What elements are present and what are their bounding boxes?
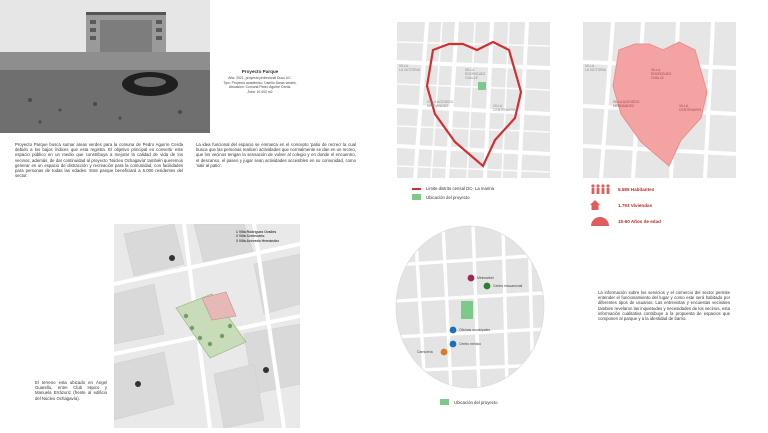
- project-title: Proyecto Parque: [241, 69, 279, 74]
- stat-inhabitants-label: 5.585 Habitantes: [618, 186, 655, 192]
- stat-ages: [590, 216, 661, 226]
- boundary-map-drawing: [397, 22, 550, 178]
- info-paragraph: La información sobre los servicios y el comercio del sector permite entender el funcionamiento del lugar y como este será habitado por diferentes tipos de usuarios. Las entrevistas y encuestas vecinales tambien revelaron las inquietudes y necesidades de los vecinos, esta información cualitativa contribuye a la propuesta de espacios que componen al parque y a la identidad de barrio.: [598, 290, 730, 322]
- district-population-map: [583, 22, 736, 178]
- population-map-drawing: [583, 22, 736, 178]
- legend-limit-label: Limite distrito censal DC- La marina: [426, 186, 495, 191]
- green-swatch-bottom: [440, 399, 449, 405]
- people-icon: [590, 184, 612, 194]
- project-area: Área: 10.000 m2: [247, 89, 273, 94]
- services-map-drawing: [395, 225, 545, 389]
- label-villa-acevedo-2: VILLA ACEVEDO HERNANDEZ: [613, 100, 640, 108]
- site-plan-drawing: [114, 224, 300, 428]
- gauge-icon: [590, 216, 612, 226]
- site-legend: [236, 230, 279, 243]
- services-legend-label: Ubicación del proyecto: [454, 399, 498, 405]
- project-photo: [0, 0, 210, 133]
- stat-inhabitants: [590, 184, 661, 194]
- services-map: [395, 225, 545, 389]
- stat-homes: [590, 200, 661, 210]
- project-year: Año: 2021, proyecto profesional Duoc UC.: [228, 76, 292, 81]
- pin-label-butcher: Carnicería: [417, 350, 433, 354]
- label-villa-centenario-2: VILLA CENTENARIO: [679, 104, 702, 112]
- pin-label-municipal: Oficinas municipales: [459, 328, 491, 332]
- label-villa-rodriguez-2: VILLA RODRIGUEZ OVALLE: [651, 68, 672, 80]
- photo-credit: Proyecto Parque, Avenida Pedro Aguirre Cerda: [145, 128, 208, 132]
- terrain-paragraph: El terreno esta ubicado en Ángel Guarello, entre Club Hipico y Manuela Errázuriz (frente al edificio del Núcleo Ochagavía).: [35, 380, 107, 401]
- pin-label-minimarket: Minimarket: [477, 276, 494, 280]
- label-villa-rodriguez: VILLA RODRIGUEZ OVALLE: [465, 68, 486, 80]
- label-villa-victoria-2: VILLA LA VICTORIA: [585, 64, 606, 72]
- stat-homes-label: 1.793 Viviendas: [618, 202, 653, 208]
- legend-location-label: Ubicación del proyecto: [426, 194, 470, 200]
- intro-paragraph: Proyecto Parque busca sumar areas verdes para la comuna de Pedro Aguirre Cerda debido a los bajos índices que esta registra. El objetivo principal es convertir este espacio público en un medio que constribuya a mejorar la calidad de vida de los vecinos, además, de dar continuidad al proyecto 'Núcleo Ochagavía' también queremos generar en un espacio de distracción y recreación para la comunidad, con facilidades para personas de todas las edades. Este parque beneficiará a 5.000 residentes del sector.: [15, 142, 183, 179]
- stat-ages-label: 15-60 Años de edad: [618, 218, 661, 224]
- legend-location: [412, 194, 494, 200]
- patio-concept-paragraph: La idea funcional del espacio se enmarca en el concepto 'patio de recreo' la cual busca que las personas realicen actividades que normalmente se dan en un recreo, que los vecinos tengan la sensación de volver al colegio y en donde el encuentro, el descanso, el paseo y jugar sean actividades accesibles en su comunidad, como 'salir al patio'.: [196, 142, 356, 168]
- site-plan-map: [114, 224, 300, 428]
- project-type: Tipo: Proyecto académico, Diseño Áreas verdes.: [223, 80, 297, 85]
- project-info: [212, 70, 308, 94]
- project-location: Ubicación: Comuna Pedro Aguirre Cerda.: [228, 85, 292, 90]
- population-stats: [590, 184, 661, 226]
- site-legend-item-1: 1 Villa Rodriguez Ovalles: [236, 230, 277, 234]
- green-swatch: [412, 194, 421, 200]
- services-legend: [440, 399, 497, 405]
- red-line-swatch: [412, 188, 421, 190]
- photo-illustration: [0, 0, 210, 133]
- label-villa-acevedo: VILLA ACEVEDO HERNANDEZ: [427, 100, 454, 108]
- boundary-legend: [412, 186, 494, 200]
- legend-limit: [412, 186, 494, 191]
- site-legend-item-2: 2 Villa Centenario: [236, 234, 265, 239]
- pin-label-medical: Centro médico: [459, 342, 482, 346]
- label-villa-centenario: VILLA CENTENARIO: [493, 104, 516, 112]
- pin-label-education: Centro educacional: [493, 284, 523, 288]
- site-legend-item-3: 3 Villa Acevedo Hernández: [236, 238, 279, 243]
- house-icon: [590, 200, 612, 210]
- label-villa-victoria: VILLA LA VICTORIA: [399, 64, 420, 72]
- district-boundary-map: [397, 22, 550, 178]
